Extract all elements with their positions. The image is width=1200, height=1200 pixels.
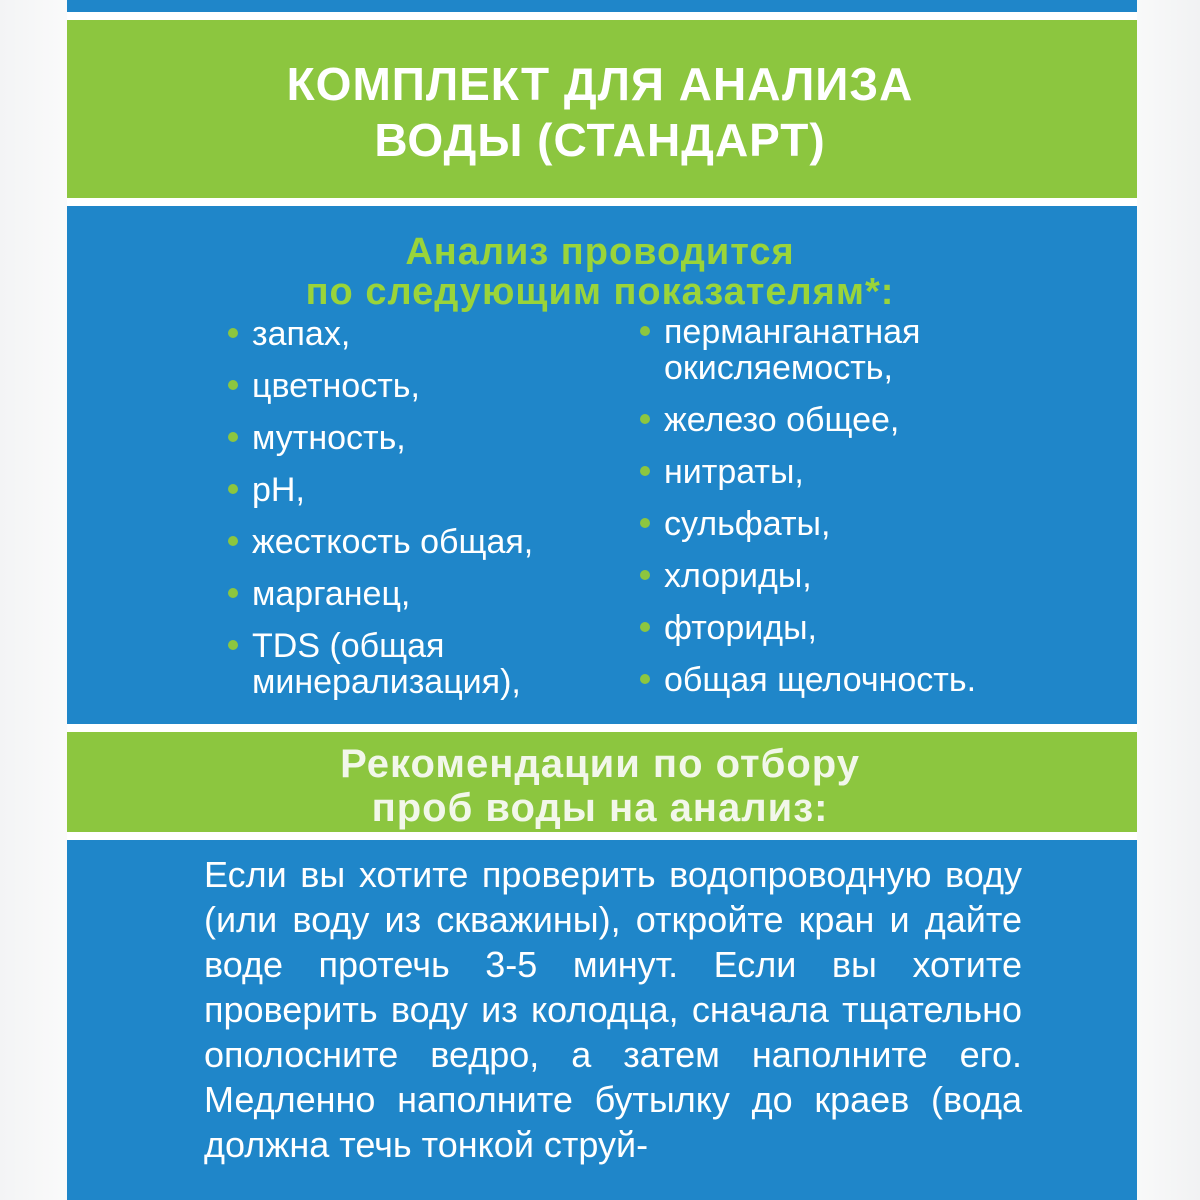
page-title [0, 56, 1200, 168]
title-line-2: ВОДЫ (СТАНДАРТ) [374, 114, 826, 166]
bullet-icon [228, 328, 238, 338]
bullet-icon [640, 414, 650, 424]
recommendations-text: Если вы хотите проверить водопроводную воду (или воду из скважины), откройте кран и дайте воде протечь 3-5 минут. Если вы хотите проверить воду из колодца, сначала тщательно ополосните ведро, а затем наполните его. Медленно наполните бутылку до краев (вода должна течь тонкой струй- [204, 854, 1022, 1165]
indicators-heading-line-2: по следующим показателям*: [305, 271, 895, 313]
bullet-icon [228, 588, 238, 598]
divider-line [67, 12, 1137, 20]
top-blue-band [67, 0, 1137, 12]
list-item: общая щелочность. [640, 662, 1060, 698]
recommendations-heading [0, 742, 1200, 830]
bullet-icon [640, 518, 650, 528]
list-item: запах, [228, 316, 628, 352]
bullet-icon [640, 674, 650, 684]
list-item: жесткость общая, [228, 524, 628, 560]
bullet-icon [228, 432, 238, 442]
title-line-1: КОМПЛЕКТ ДЛЯ АНАЛИЗА [286, 58, 914, 110]
recommendations-heading-line-1: Рекомендации по отбору [340, 742, 860, 786]
indicators-list-right [640, 314, 1060, 714]
bullet-icon [640, 466, 650, 476]
list-item: железо общее, [640, 402, 1060, 438]
bullet-icon [228, 380, 238, 390]
recommendations-heading-line-2: проб воды на анализ: [371, 786, 829, 830]
indicators-list-left [228, 316, 628, 716]
divider-line [67, 724, 1137, 732]
bullet-icon [640, 326, 650, 336]
list-item: мутность, [228, 420, 628, 456]
list-item: перманганатная окисляемость, [640, 314, 994, 386]
bullet-icon [640, 570, 650, 580]
list-item: марганец, [228, 576, 628, 612]
bullet-icon [228, 484, 238, 494]
list-item: нитраты, [640, 454, 1060, 490]
list-item: TDS (общая минерализация), [228, 628, 582, 700]
bullet-icon [228, 536, 238, 546]
list-item: сульфаты, [640, 506, 1060, 542]
bullet-icon [640, 622, 650, 632]
bullet-icon [228, 640, 238, 650]
divider-line [67, 198, 1137, 206]
divider-line [67, 832, 1137, 840]
list-item: фториды, [640, 610, 1060, 646]
indicators-heading [0, 232, 1200, 312]
indicators-heading-line-1: Анализ проводится [405, 231, 795, 273]
list-item: хлориды, [640, 558, 1060, 594]
list-item: pH, [228, 472, 628, 508]
list-item: цветность, [228, 368, 628, 404]
